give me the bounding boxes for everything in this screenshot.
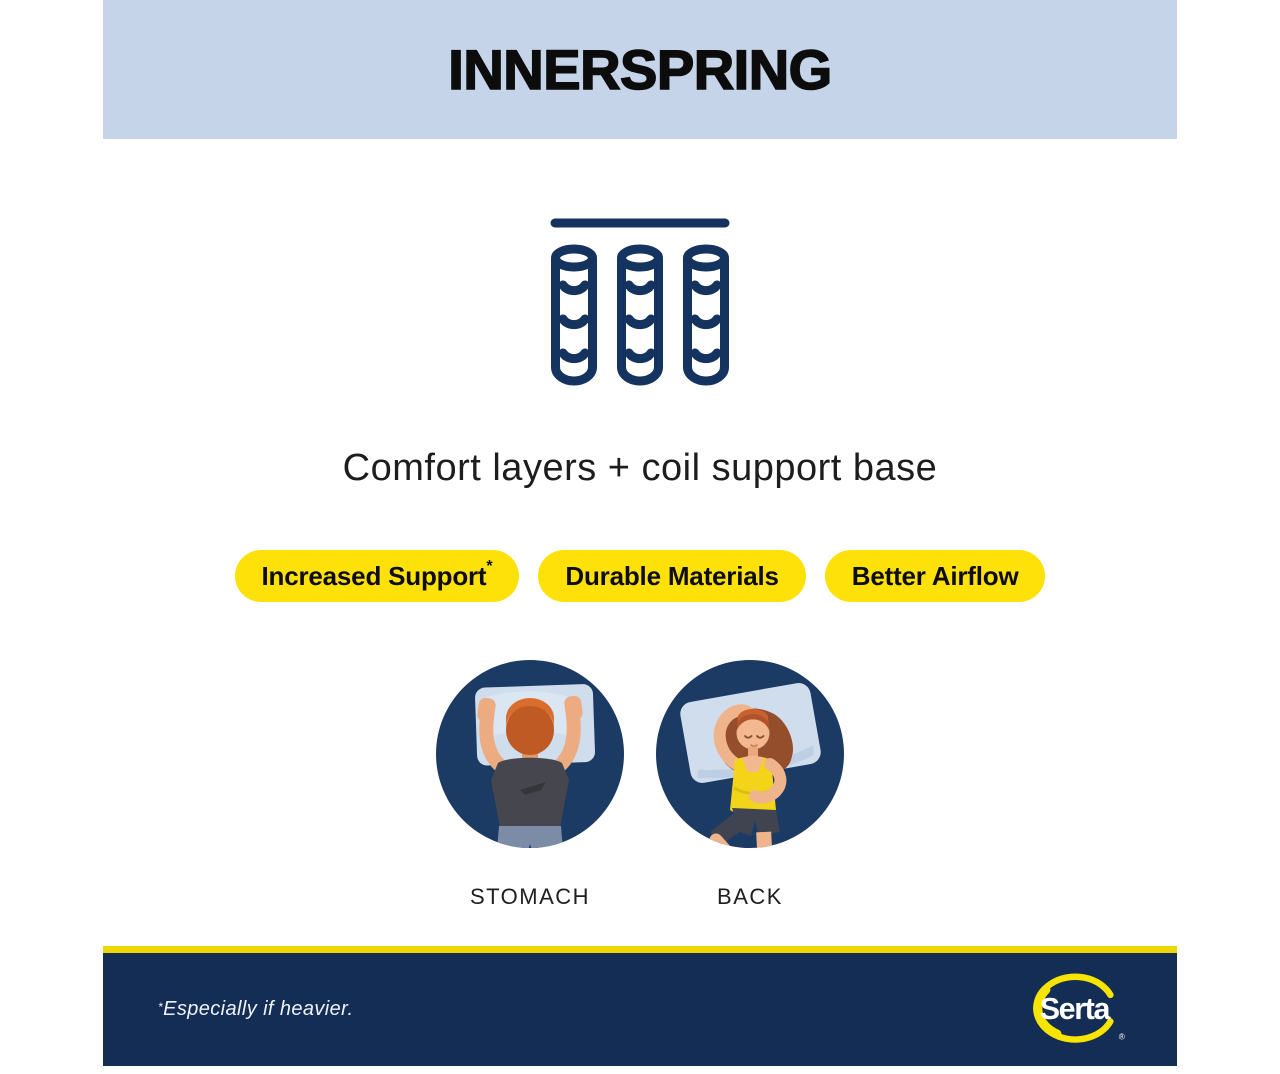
- content-column: [103, 0, 1177, 1066]
- footnote: [158, 998, 353, 1021]
- badge-label: Better Airflow: [851, 560, 1019, 591]
- benefit-badges: [103, 550, 1177, 602]
- position-label-stomach: STOMACH: [469, 884, 591, 909]
- coil-springs-icon: [549, 217, 731, 389]
- position-label-back: BACK: [717, 884, 783, 909]
- badge-better-airflow: [825, 550, 1046, 602]
- badge-label: Increased Support: [261, 560, 487, 591]
- footnote-text: Especially if heavier.: [163, 998, 354, 1020]
- badge-increased-support: Increased Support *: [235, 550, 520, 602]
- serta-wordmark: Serta: [1039, 991, 1110, 1026]
- footer-bar: [103, 953, 1177, 1066]
- person-sleeping-on-stomach-icon: [436, 660, 624, 848]
- footer-yellow-strip: [103, 946, 1177, 953]
- position-back: [656, 660, 844, 910]
- coil-1: [556, 249, 593, 381]
- footnote-marker: *: [158, 1000, 164, 1014]
- header-band: [103, 0, 1177, 139]
- page-title: INNERSPRING: [448, 38, 832, 101]
- badge-durable-materials: [538, 550, 805, 602]
- person-sleeping-on-back-icon: [656, 660, 844, 848]
- serta-logo: [1031, 972, 1127, 1048]
- badge-label: Durable Materials: [565, 560, 779, 591]
- registered-mark: ®: [1118, 1031, 1125, 1042]
- footer: [103, 946, 1177, 1066]
- position-stomach: [436, 660, 624, 910]
- coil-3: [688, 249, 725, 381]
- sleep-positions: [103, 660, 1177, 910]
- diagram-caption: Comfort layers + coil support base: [342, 447, 938, 489]
- diagram-area: [103, 217, 1177, 389]
- coil-2: [622, 249, 659, 381]
